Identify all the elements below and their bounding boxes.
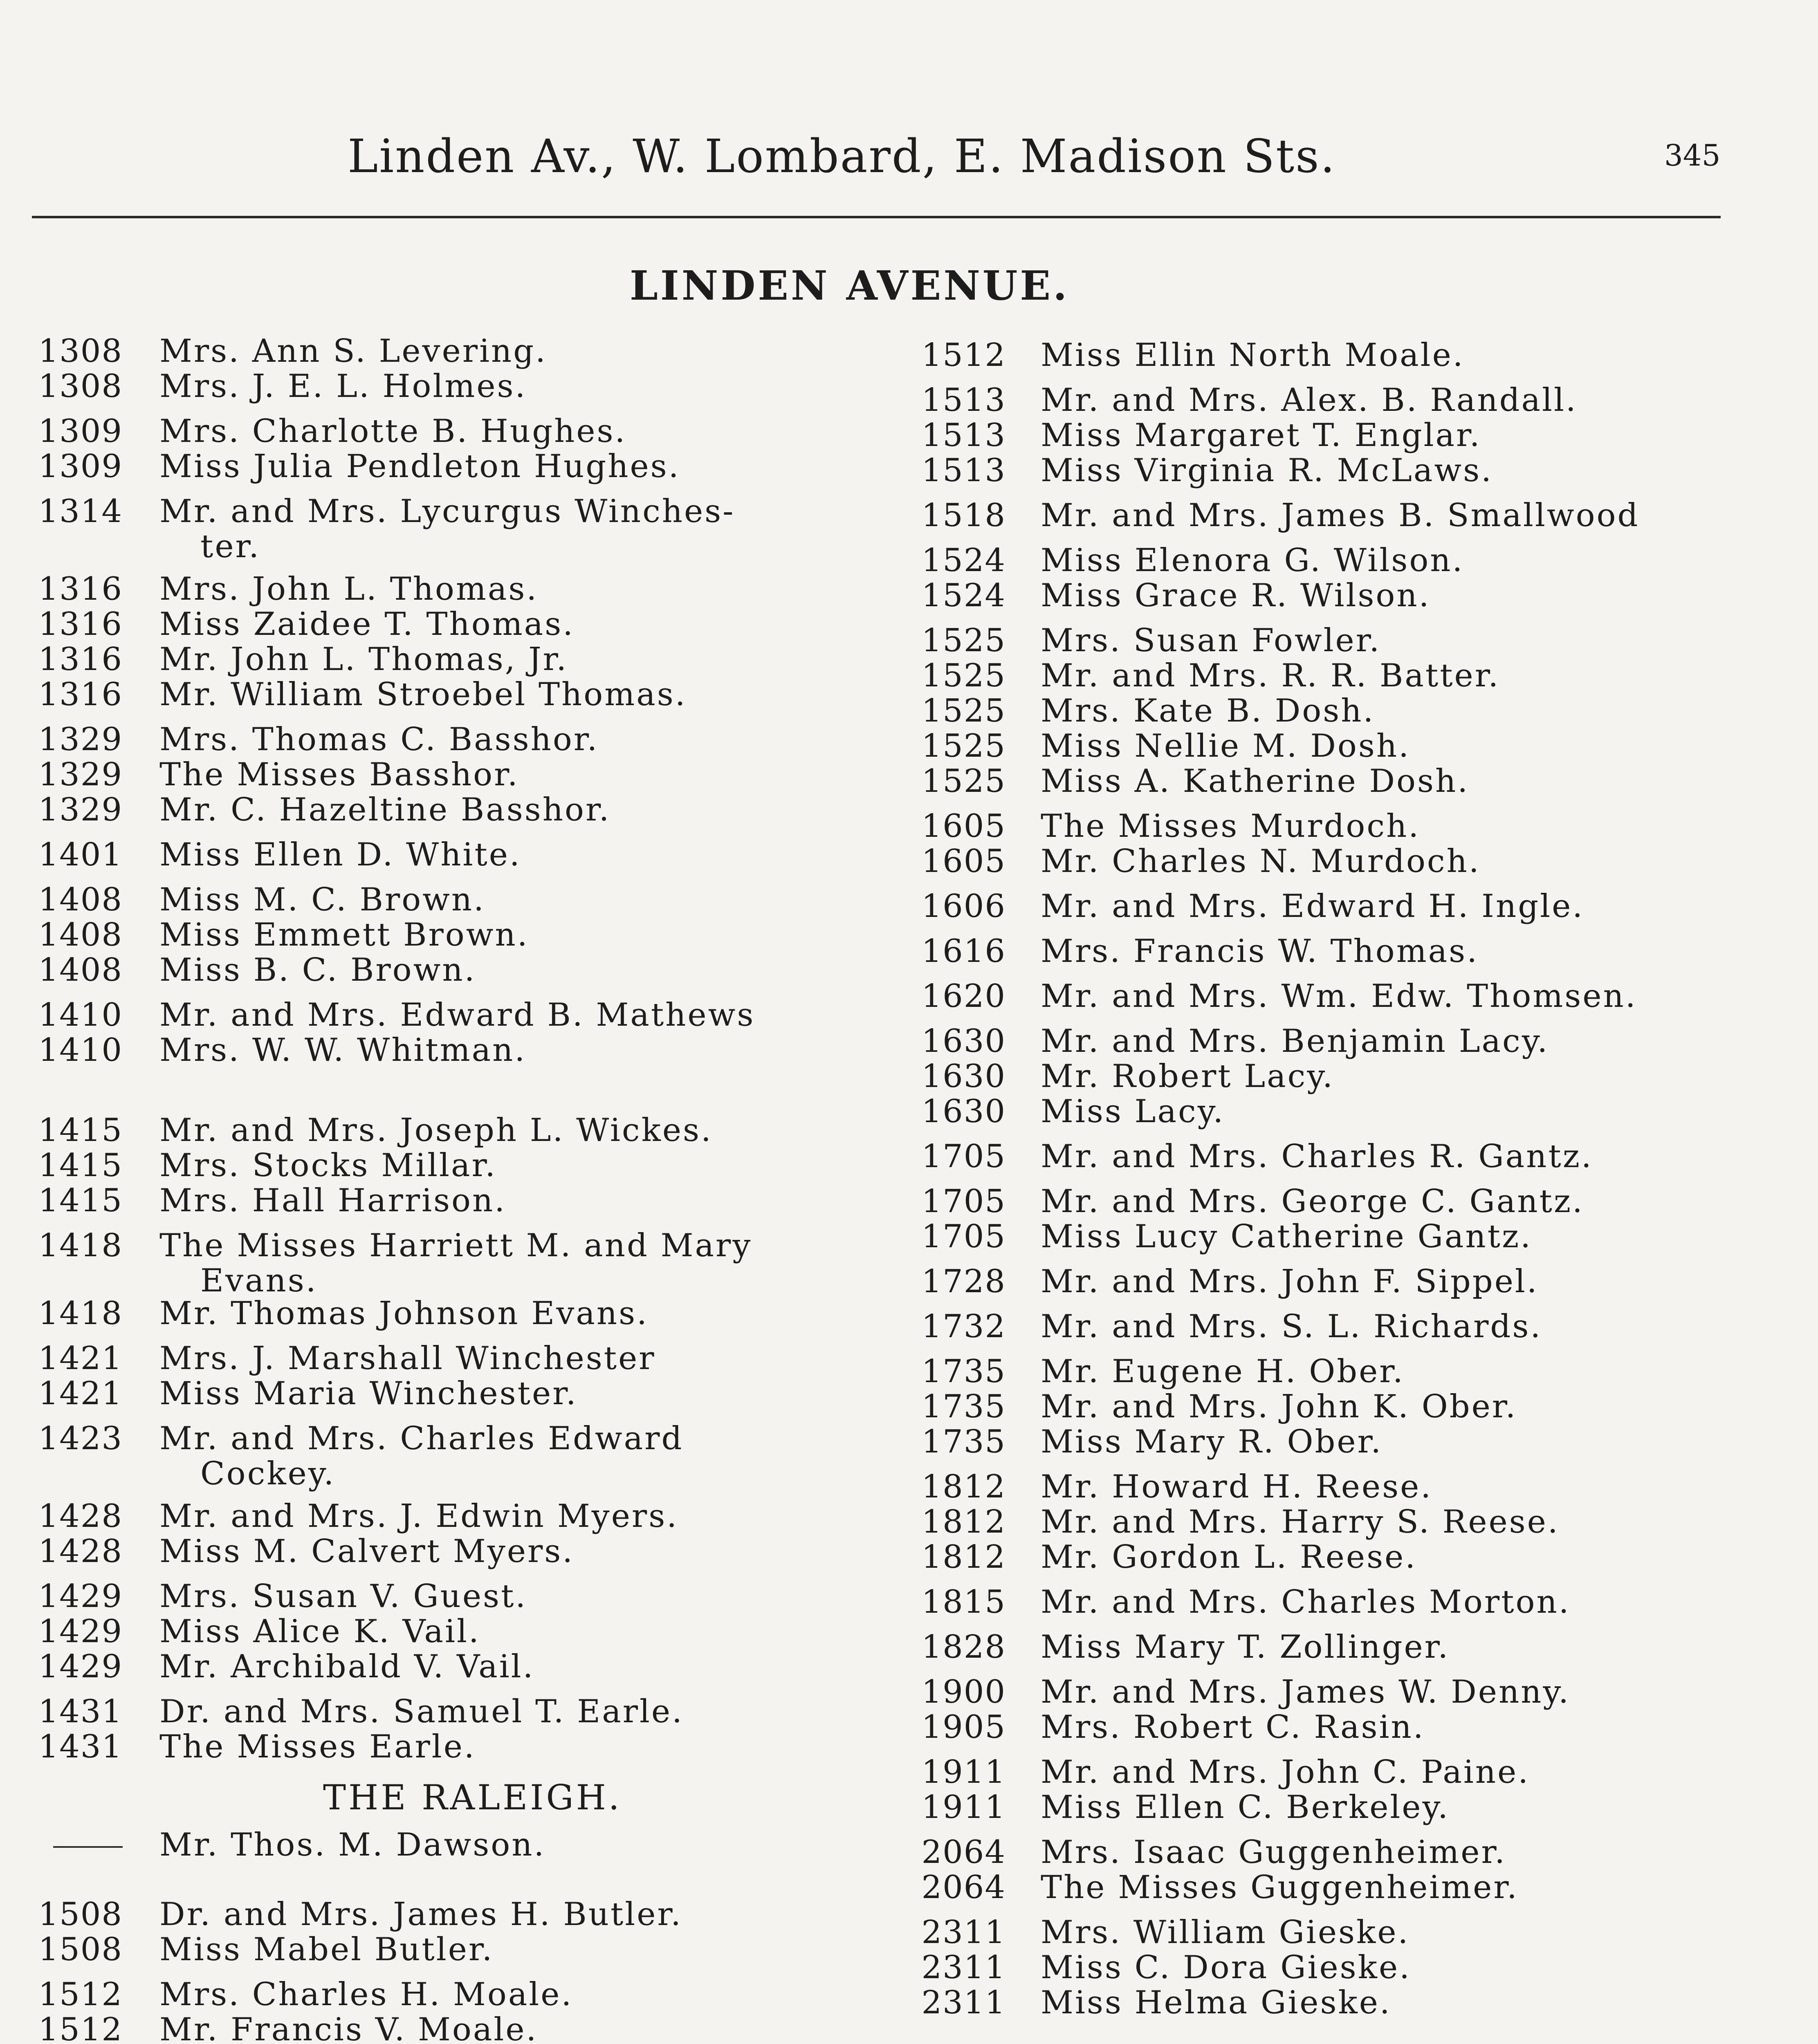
- list-item: ter.: [200, 528, 261, 565]
- list-item: 1408 Miss Emmett Brown.: [38, 917, 529, 953]
- list-item: 1812 Mr. Howard H. Reese.: [921, 1468, 1433, 1505]
- linden-right-column: [900, 338, 1799, 2020]
- list-item: 1410 Mrs. W. W. Whitman.: [38, 1032, 527, 1069]
- list-item: 1828 Miss Mary T. Zollinger.: [921, 1629, 1450, 1665]
- list-item: 1429 Miss Alice K. Vail.: [38, 1613, 480, 1650]
- subsection-title-the-raleigh: THE RALEIGH.: [323, 1777, 622, 1818]
- list-item: 1512 Miss Ellin North Moale.: [921, 337, 1465, 374]
- list-item: 1524 Miss Grace R. Wilson.: [921, 577, 1431, 614]
- list-item: 1408 Miss B. C. Brown.: [38, 952, 476, 988]
- list-item: 1630 Mr. and Mrs. Benjamin Lacy.: [921, 1023, 1549, 1060]
- list-item: 1513 Miss Virginia R. McLaws.: [921, 452, 1493, 489]
- list-item: Mr. Thos. M. Dawson.: [25, 1827, 883, 1862]
- raleigh-entry: [25, 1827, 883, 1862]
- list-item: 1911 Miss Ellen C. Berkeley.: [921, 1789, 1450, 1826]
- list-item: 1508 Dr. and Mrs. James H. Butler.: [38, 1896, 682, 1933]
- list-item: 1428 Miss M. Calvert Myers.: [38, 1533, 575, 1570]
- list-item: 1431 Dr. and Mrs. Samuel T. Earle.: [38, 1693, 684, 1730]
- dash-separator: [53, 1846, 123, 1848]
- list-item: 1616 Mrs. Francis W. Thomas.: [921, 933, 1479, 970]
- list-item: 1410 Mr. and Mrs. Edward B. Mathews: [38, 997, 755, 1033]
- list-item: 1728 Mr. and Mrs. John F. Sippel.: [921, 1263, 1539, 1300]
- list-item: 1732 Mr. and Mrs. S. L. Richards.: [921, 1308, 1542, 1345]
- linden-left-column: [25, 334, 883, 1764]
- list-item: 1401 Miss Ellen D. White.: [38, 836, 521, 873]
- list-item: 1525 Mrs. Kate B. Dosh.: [921, 693, 1375, 729]
- list-item: 1418 Mr. Thomas Johnson Evans.: [38, 1295, 649, 1332]
- list-item: 1508 Miss Mabel Butler.: [38, 1931, 494, 1968]
- list-item: 1812 Mr. Gordon L. Reese.: [921, 1539, 1417, 1576]
- header-rule: [32, 216, 1721, 218]
- list-item: 1525 Miss A. Katherine Dosh.: [921, 763, 1470, 800]
- list-item: 1431 The Misses Earle.: [38, 1728, 476, 1765]
- list-item: 1606 Mr. and Mrs. Edward H. Ingle.: [921, 888, 1585, 925]
- list-item: 1812 Mr. and Mrs. Harry S. Reese.: [921, 1504, 1560, 1540]
- list-item: 1900 Mr. and Mrs. James W. Denny.: [921, 1674, 1570, 1710]
- list-item: 1513 Miss Margaret T. Englar.: [921, 417, 1481, 454]
- list-item: 1329 Mrs. Thomas C. Basshor.: [38, 721, 599, 758]
- list-item: 2064 Mrs. Isaac Guggenheimer.: [921, 1834, 1506, 1871]
- list-item: 1518 Mr. and Mrs. James B. Smallwood: [921, 497, 1640, 534]
- list-item: 2311 Mrs. William Gieske.: [921, 1914, 1410, 1951]
- linden-left-column-continued: [25, 1897, 883, 2044]
- list-item: 1911 Mr. and Mrs. John C. Paine.: [921, 1754, 1530, 1791]
- list-item: 1630 Miss Lacy.: [921, 1093, 1225, 1130]
- list-item: 1525 Mr. and Mrs. R. R. Batter.: [921, 657, 1500, 694]
- running-head: Linden Av., W. Lombard, E. Madison Sts.: [348, 130, 1336, 183]
- list-item: 1309 Miss Julia Pendleton Hughes.: [38, 448, 680, 485]
- section-title-linden-avenue: LINDEN AVENUE.: [630, 262, 1070, 309]
- list-item: 1735 Mr. and Mrs. John K. Ober.: [921, 1388, 1517, 1425]
- list-item: 1308 Mrs. Ann S. Levering.: [38, 333, 547, 370]
- list-item: 1316 Mr. John L. Thomas, Jr.: [38, 641, 568, 678]
- list-item: 1329 The Misses Basshor.: [38, 756, 519, 793]
- list-item: 1705 Mr. and Mrs. Charles R. Gantz.: [921, 1138, 1593, 1175]
- list-item: 2064 The Misses Guggenheimer.: [921, 1869, 1519, 1906]
- list-item: 2311 Miss Helma Gieske.: [921, 1984, 1392, 2021]
- list-item: 1630 Mr. Robert Lacy.: [921, 1058, 1334, 1095]
- list-item: 1316 Mr. William Stroebel Thomas.: [38, 676, 687, 713]
- list-item: 1735 Miss Mary R. Ober.: [921, 1423, 1383, 1460]
- list-item: 1421 Miss Maria Winchester.: [38, 1375, 578, 1412]
- list-item: 1408 Miss M. C. Brown.: [38, 881, 485, 918]
- list-item: 1415 Mrs. Stocks Millar.: [38, 1147, 497, 1184]
- list-item: 1429 Mrs. Susan V. Guest.: [38, 1578, 527, 1615]
- list-item: 1421 Mrs. J. Marshall Winchester: [38, 1340, 656, 1377]
- list-item: 1620 Mr. and Mrs. Wm. Edw. Thomsen.: [921, 978, 1637, 1015]
- list-item: 1512 Mr. Francis V. Moale.: [38, 2011, 538, 2044]
- list-item: 1605 The Misses Murdoch.: [921, 808, 1421, 845]
- list-item: 1525 Miss Nellie M. Dosh.: [921, 728, 1410, 764]
- list-item: 1605 Mr. Charles N. Murdoch.: [921, 843, 1481, 880]
- list-item: 1429 Mr. Archibald V. Vail.: [38, 1648, 535, 1685]
- list-item: 1512 Mrs. Charles H. Moale.: [38, 1976, 573, 2013]
- list-item: 1329 Mr. C. Hazeltine Basshor.: [38, 791, 611, 828]
- list-item: 2311 Miss C. Dora Gieske.: [921, 1949, 1411, 1986]
- list-item: Cockey.: [200, 1455, 336, 1492]
- list-item: 1316 Mrs. John L. Thomas.: [38, 571, 539, 607]
- list-item: 1308 Mrs. J. E. L. Holmes.: [38, 368, 527, 405]
- list-item: 1415 Mr. and Mrs. Joseph L. Wickes.: [38, 1112, 713, 1149]
- list-item: 1513 Mr. and Mrs. Alex. B. Randall.: [921, 382, 1578, 419]
- list-item: 1525 Mrs. Susan Fowler.: [921, 622, 1381, 659]
- list-item: 1418 The Misses Harriett M. and Mary: [38, 1227, 752, 1264]
- list-item: 1415 Mrs. Hall Harrison.: [38, 1182, 507, 1219]
- list-item: 1524 Miss Elenora G. Wilson.: [921, 542, 1464, 579]
- list-item: Evans.: [200, 1262, 318, 1299]
- list-item: 1309 Mrs. Charlotte B. Hughes.: [38, 413, 627, 450]
- list-item: 1316 Miss Zaidee T. Thomas.: [38, 606, 575, 643]
- list-item: 1423 Mr. and Mrs. Charles Edward: [38, 1420, 684, 1457]
- list-item: 1705 Mr. and Mrs. George C. Gantz.: [921, 1183, 1584, 1220]
- page-number: 345: [1664, 138, 1721, 173]
- list-item: 1705 Miss Lucy Catherine Gantz.: [921, 1218, 1532, 1255]
- list-item: 1428 Mr. and Mrs. J. Edwin Myers.: [38, 1498, 679, 1535]
- list-item: 1815 Mr. and Mrs. Charles Morton.: [921, 1584, 1571, 1620]
- list-item: 1314 Mr. and Mrs. Lycurgus Winches-: [38, 493, 735, 530]
- list-item: 1905 Mrs. Robert C. Rasin.: [921, 1709, 1425, 1746]
- list-item: 1735 Mr. Eugene H. Ober.: [921, 1353, 1405, 1390]
